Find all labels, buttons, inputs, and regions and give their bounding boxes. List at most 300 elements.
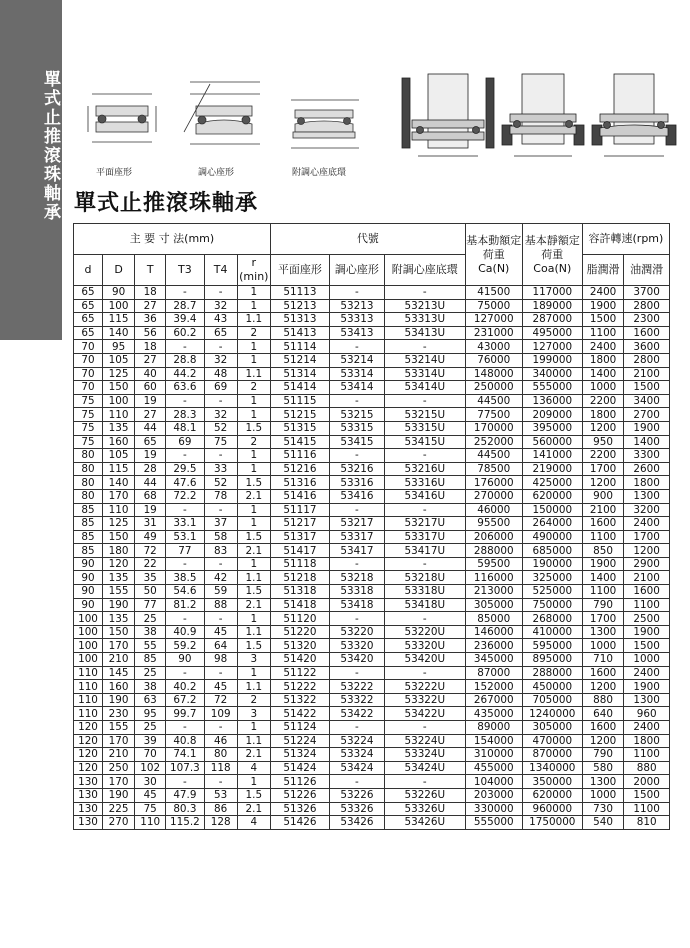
table-cell: 44.2 (166, 367, 204, 381)
table-cell: 32 (204, 299, 237, 313)
mounting-diagram-2 (498, 70, 588, 165)
table-cell: 53420 (329, 653, 384, 667)
table-cell: 53414 (329, 381, 384, 395)
table-cell: 1 (237, 721, 270, 735)
table-cell: 51122 (270, 666, 329, 680)
table-cell: 1800 (582, 408, 623, 422)
table-cell: - (204, 721, 237, 735)
table-cell: 46 (204, 734, 237, 748)
table-cell: 3 (237, 707, 270, 721)
table-cell: 540 (582, 816, 623, 830)
table-cell: 231000 (465, 326, 522, 340)
table-cell: 685000 (522, 544, 582, 558)
table-cell: 70 (74, 381, 103, 395)
table-cell: 51115 (270, 394, 329, 408)
table-cell: 1200 (624, 544, 670, 558)
table-cell: 48.1 (166, 421, 204, 435)
table-cell: 1100 (582, 326, 623, 340)
table-cell: 53213 (329, 299, 384, 313)
table-cell: 51326 (270, 802, 329, 816)
table-cell: 100 (74, 612, 103, 626)
table-cell: 99.7 (166, 707, 204, 721)
table-cell: 2 (237, 381, 270, 395)
table-cell: 53416 (329, 489, 384, 503)
table-cell: 53220U (384, 625, 465, 639)
table-cell: 1800 (582, 353, 623, 367)
table-cell: 118 (204, 761, 237, 775)
table-cell: 104000 (465, 775, 522, 789)
table-row (74, 299, 670, 313)
table-cell: 28 (135, 462, 166, 476)
table-cell: 52 (204, 476, 237, 490)
table-cell: - (166, 340, 204, 354)
table-cell: 51324 (270, 748, 329, 762)
table-cell: 288000 (465, 544, 522, 558)
column-header: 調心座形 (329, 255, 384, 286)
table-row (74, 625, 670, 639)
table-cell: 620000 (522, 788, 582, 802)
table-cell: 345000 (465, 653, 522, 667)
table-cell: 1.1 (237, 680, 270, 694)
table-cell: 190000 (522, 557, 582, 571)
table-cell: 555000 (465, 816, 522, 830)
table-cell: - (329, 666, 384, 680)
table-cell: 75 (74, 421, 103, 435)
table-cell: 80 (204, 748, 237, 762)
table-cell: 53322U (384, 693, 465, 707)
table-cell: 325000 (522, 571, 582, 585)
table-cell: 70 (74, 353, 103, 367)
table-cell: 69 (204, 381, 237, 395)
table-cell: 53218 (329, 571, 384, 585)
self-aligning-seat-diagram (180, 72, 270, 162)
table-row (74, 367, 670, 381)
table-row (74, 585, 670, 599)
table-cell: - (329, 503, 384, 517)
table-cell: 80 (74, 489, 103, 503)
header-codes: 代號 (270, 224, 465, 255)
table-cell: 53324U (384, 748, 465, 762)
table-cell: 65 (204, 326, 237, 340)
caption-flat-seat: 平面座形 (96, 168, 133, 178)
table-cell: 730 (582, 802, 623, 816)
table-cell: 53326U (384, 802, 465, 816)
table-cell: 1 (237, 612, 270, 626)
table-cell: 135 (103, 421, 135, 435)
column-header: r (min) (237, 255, 270, 286)
table-cell: 38.5 (166, 571, 204, 585)
table-cell: 2100 (624, 367, 670, 381)
table-cell: 47.9 (166, 788, 204, 802)
table-cell: 115 (103, 313, 135, 327)
table-cell: 41500 (465, 286, 522, 300)
table-cell: 72 (135, 544, 166, 558)
table-cell: 250000 (465, 381, 522, 395)
table-cell: 75 (204, 435, 237, 449)
table-cell: 90 (74, 571, 103, 585)
table-cell: 51315 (270, 421, 329, 435)
table-cell: 1300 (624, 489, 670, 503)
table-row (74, 734, 670, 748)
table-cell: 100 (74, 625, 103, 639)
table-cell: - (166, 449, 204, 463)
table-row (74, 353, 670, 367)
table-cell: 53318 (329, 585, 384, 599)
table-cell: 170000 (465, 421, 522, 435)
table-cell: 51422 (270, 707, 329, 721)
table-cell: 53217 (329, 517, 384, 531)
table-cell: 51216 (270, 462, 329, 476)
table-cell: 38 (135, 680, 166, 694)
table-cell: - (166, 612, 204, 626)
table-cell: 2600 (624, 462, 670, 476)
table-cell: 35 (135, 571, 166, 585)
table-row (74, 707, 670, 721)
table-cell: 3400 (624, 394, 670, 408)
table-cell: 95 (135, 707, 166, 721)
table-cell: 490000 (522, 530, 582, 544)
table-cell: 170 (103, 775, 135, 789)
table-cell: 51414 (270, 381, 329, 395)
table-cell: 51317 (270, 530, 329, 544)
table-cell: 190 (103, 788, 135, 802)
table-cell: 53215U (384, 408, 465, 422)
table-cell: 53224U (384, 734, 465, 748)
table-cell: 53318U (384, 585, 465, 599)
table-cell: 53218U (384, 571, 465, 585)
table-cell: 1200 (582, 421, 623, 435)
table-cell: 40 (135, 367, 166, 381)
table-cell: 75000 (465, 299, 522, 313)
table-cell: - (204, 666, 237, 680)
table-cell: 1100 (624, 748, 670, 762)
table-row (74, 571, 670, 585)
table-cell: 98 (204, 653, 237, 667)
table-cell: 75 (74, 408, 103, 422)
table-cell: 850 (582, 544, 623, 558)
table-cell: 53217U (384, 517, 465, 531)
table-cell: 95500 (465, 517, 522, 531)
table-cell: 160 (103, 435, 135, 449)
table-cell: 495000 (522, 326, 582, 340)
table-cell: 120 (74, 734, 103, 748)
table-cell: 154000 (465, 734, 522, 748)
table-cell: 3300 (624, 449, 670, 463)
table-cell: 705000 (522, 693, 582, 707)
table-cell: - (384, 666, 465, 680)
table-cell: 53420U (384, 653, 465, 667)
table-cell: 790 (582, 748, 623, 762)
table-cell: 51318 (270, 585, 329, 599)
table-cell: 60.2 (166, 326, 204, 340)
table-cell: 120 (74, 721, 103, 735)
table-cell: 39 (135, 734, 166, 748)
table-cell: 53214 (329, 353, 384, 367)
table-cell: 4 (237, 816, 270, 830)
column-header: 油潤滑 (624, 255, 670, 286)
table-cell: 69 (166, 435, 204, 449)
table-cell: 4 (237, 761, 270, 775)
table-cell: 525000 (522, 585, 582, 599)
table-cell: 53418U (384, 598, 465, 612)
table-cell: - (204, 394, 237, 408)
table-cell: 28.3 (166, 408, 204, 422)
table-cell: 1.1 (237, 734, 270, 748)
table-cell: 72 (204, 693, 237, 707)
table-cell: 53414U (384, 381, 465, 395)
table-cell: 455000 (465, 761, 522, 775)
table-cell: - (384, 721, 465, 735)
table-cell: 53317 (329, 530, 384, 544)
table-cell: 1.1 (237, 313, 270, 327)
table-cell: 1900 (582, 557, 623, 571)
table-cell: 3600 (624, 340, 670, 354)
table-cell: 2900 (624, 557, 670, 571)
table-cell: 1900 (582, 299, 623, 313)
table-cell: 1800 (624, 476, 670, 490)
table-cell: 1340000 (522, 761, 582, 775)
table-cell: 3700 (624, 286, 670, 300)
table-cell: 53326 (329, 802, 384, 816)
table-row (74, 653, 670, 667)
table-cell: 1 (237, 408, 270, 422)
table-cell: 53316U (384, 476, 465, 490)
table-cell: 53 (204, 788, 237, 802)
table-cell: 225 (103, 802, 135, 816)
caption-self-aligning: 調心座形 (198, 168, 235, 178)
table-cell: 65 (74, 313, 103, 327)
table-cell: 45 (135, 788, 166, 802)
table-cell: 1800 (624, 734, 670, 748)
table-cell: 288000 (522, 666, 582, 680)
table-cell: 620000 (522, 489, 582, 503)
table-cell: - (166, 721, 204, 735)
table-cell: 86 (204, 802, 237, 816)
table-cell: - (384, 394, 465, 408)
table-row (74, 544, 670, 558)
table-row (74, 286, 670, 300)
table-row (74, 693, 670, 707)
table-cell: 53426U (384, 816, 465, 830)
table-cell: 51322 (270, 693, 329, 707)
table-cell: - (166, 775, 204, 789)
table-cell: - (329, 775, 384, 789)
table-cell: 51120 (270, 612, 329, 626)
table-cell: 22 (135, 557, 166, 571)
table-cell: 209000 (522, 408, 582, 422)
column-header: d (74, 255, 103, 286)
table-cell: - (166, 666, 204, 680)
table-cell: 90 (74, 557, 103, 571)
header-dimensions: 主 要 寸 法(mm) (74, 224, 271, 255)
table-cell: 85000 (465, 612, 522, 626)
table-cell: 1 (237, 449, 270, 463)
table-cell: 127000 (465, 313, 522, 327)
table-cell: 53314 (329, 367, 384, 381)
table-cell: 2500 (624, 612, 670, 626)
table-cell: 37 (204, 517, 237, 531)
table-row (74, 775, 670, 789)
table-cell: 1.1 (237, 571, 270, 585)
table-cell: 51117 (270, 503, 329, 517)
table-cell: 110 (74, 707, 103, 721)
table-cell: 81.2 (166, 598, 204, 612)
table-cell: - (384, 449, 465, 463)
table-cell: 2.1 (237, 544, 270, 558)
table-cell: 51214 (270, 353, 329, 367)
table-cell: 1900 (624, 625, 670, 639)
table-cell: 1600 (624, 326, 670, 340)
table-cell: 810 (624, 816, 670, 830)
table-cell: 880 (582, 693, 623, 707)
header-dynamic-load: 基本動額定荷重 Ca(N) (465, 224, 522, 286)
table-cell: 47.6 (166, 476, 204, 490)
table-cell: 83 (204, 544, 237, 558)
table-cell: 53424 (329, 761, 384, 775)
table-cell: - (384, 775, 465, 789)
table-cell: 59.2 (166, 639, 204, 653)
table-cell: 340000 (522, 367, 582, 381)
table-cell: 150000 (522, 503, 582, 517)
table-cell: 53320 (329, 639, 384, 653)
table-row (74, 721, 670, 735)
table-cell: 59 (204, 585, 237, 599)
column-header: T (135, 255, 166, 286)
table-cell: 51222 (270, 680, 329, 694)
table-cell: 900 (582, 489, 623, 503)
table-cell: 53224 (329, 734, 384, 748)
table-cell: 1.5 (237, 421, 270, 435)
table-cell: - (166, 503, 204, 517)
table-cell: 1500 (624, 639, 670, 653)
table-cell: 44500 (465, 394, 522, 408)
table-cell: 189000 (522, 299, 582, 313)
table-cell: 141000 (522, 449, 582, 463)
table-cell: 252000 (465, 435, 522, 449)
table-cell: 60 (135, 381, 166, 395)
table-cell: 53415 (329, 435, 384, 449)
table-cell: 53422U (384, 707, 465, 721)
table-cell: 56 (135, 326, 166, 340)
table-cell: 125 (103, 517, 135, 531)
table-cell: 2400 (624, 517, 670, 531)
table-cell: 40.9 (166, 625, 204, 639)
table-cell: 1200 (582, 734, 623, 748)
table-cell: - (329, 394, 384, 408)
table-cell: 125 (103, 367, 135, 381)
table-cell: 44 (135, 421, 166, 435)
table-cell: 2 (237, 435, 270, 449)
table-cell: 1100 (582, 585, 623, 599)
table-cell: 2700 (624, 408, 670, 422)
aligning-seat-washer-diagram (285, 92, 365, 162)
table-cell: 51126 (270, 775, 329, 789)
table-cell: 155 (103, 721, 135, 735)
table-cell: 53213U (384, 299, 465, 313)
table-cell: 1 (237, 775, 270, 789)
table-cell: 19 (135, 449, 166, 463)
table-cell: 1 (237, 286, 270, 300)
table-cell: 130 (74, 775, 103, 789)
table-row (74, 598, 670, 612)
table-cell: 203000 (465, 788, 522, 802)
table-cell: 2.1 (237, 748, 270, 762)
column-header: T3 (166, 255, 204, 286)
table-cell: 250 (103, 761, 135, 775)
table-cell: 1000 (582, 639, 623, 653)
table-cell: 53317U (384, 530, 465, 544)
table-cell: 53320U (384, 639, 465, 653)
table-cell: 43 (204, 313, 237, 327)
table-cell: 27 (135, 353, 166, 367)
table-cell: 28.7 (166, 299, 204, 313)
table-cell: 25 (135, 721, 166, 735)
mounting-diagram-3 (588, 70, 680, 165)
table-cell: 1100 (582, 530, 623, 544)
table-cell: 109 (204, 707, 237, 721)
table-cell: 58 (204, 530, 237, 544)
table-cell: 1.1 (237, 367, 270, 381)
table-cell: 80 (74, 462, 103, 476)
table-cell: 51224 (270, 734, 329, 748)
table-cell: 2400 (582, 340, 623, 354)
table-cell: 3200 (624, 503, 670, 517)
table-cell: 140 (103, 326, 135, 340)
table-cell: 190 (103, 598, 135, 612)
table-cell: 18 (135, 286, 166, 300)
table-cell: 30 (135, 775, 166, 789)
table-cell: 53226U (384, 788, 465, 802)
table-cell: 1300 (582, 625, 623, 639)
table-cell: 110 (74, 693, 103, 707)
table-cell: 53314U (384, 367, 465, 381)
table-cell: - (329, 286, 384, 300)
table-cell: 54.6 (166, 585, 204, 599)
table-cell: 2.1 (237, 802, 270, 816)
table-cell: 130 (74, 816, 103, 830)
table-cell: 51418 (270, 598, 329, 612)
table-cell: 53322 (329, 693, 384, 707)
table-cell: 51413 (270, 326, 329, 340)
table-cell: 170 (103, 734, 135, 748)
table-cell: - (384, 557, 465, 571)
table-cell: 1 (237, 666, 270, 680)
table-cell: - (204, 503, 237, 517)
table-cell: 85 (74, 544, 103, 558)
table-row (74, 435, 670, 449)
table-cell: 1500 (624, 788, 670, 802)
table-cell: 51213 (270, 299, 329, 313)
table-cell: 90 (74, 585, 103, 599)
table-row (74, 313, 670, 327)
table-cell: 425000 (522, 476, 582, 490)
table-cell: 53313 (329, 313, 384, 327)
column-header: 附調心座底環 (384, 255, 465, 286)
table-cell: 53418 (329, 598, 384, 612)
table-cell: 1 (237, 394, 270, 408)
table-cell: 77500 (465, 408, 522, 422)
table-cell: 51116 (270, 449, 329, 463)
table-row (74, 421, 670, 435)
table-cell: 51417 (270, 544, 329, 558)
table-cell: 70 (135, 748, 166, 762)
table-cell: 36 (135, 313, 166, 327)
table-cell: 51124 (270, 721, 329, 735)
table-cell: 117000 (522, 286, 582, 300)
table-cell: 40.2 (166, 680, 204, 694)
table-cell: 80.3 (166, 802, 204, 816)
table-cell: 395000 (522, 421, 582, 435)
